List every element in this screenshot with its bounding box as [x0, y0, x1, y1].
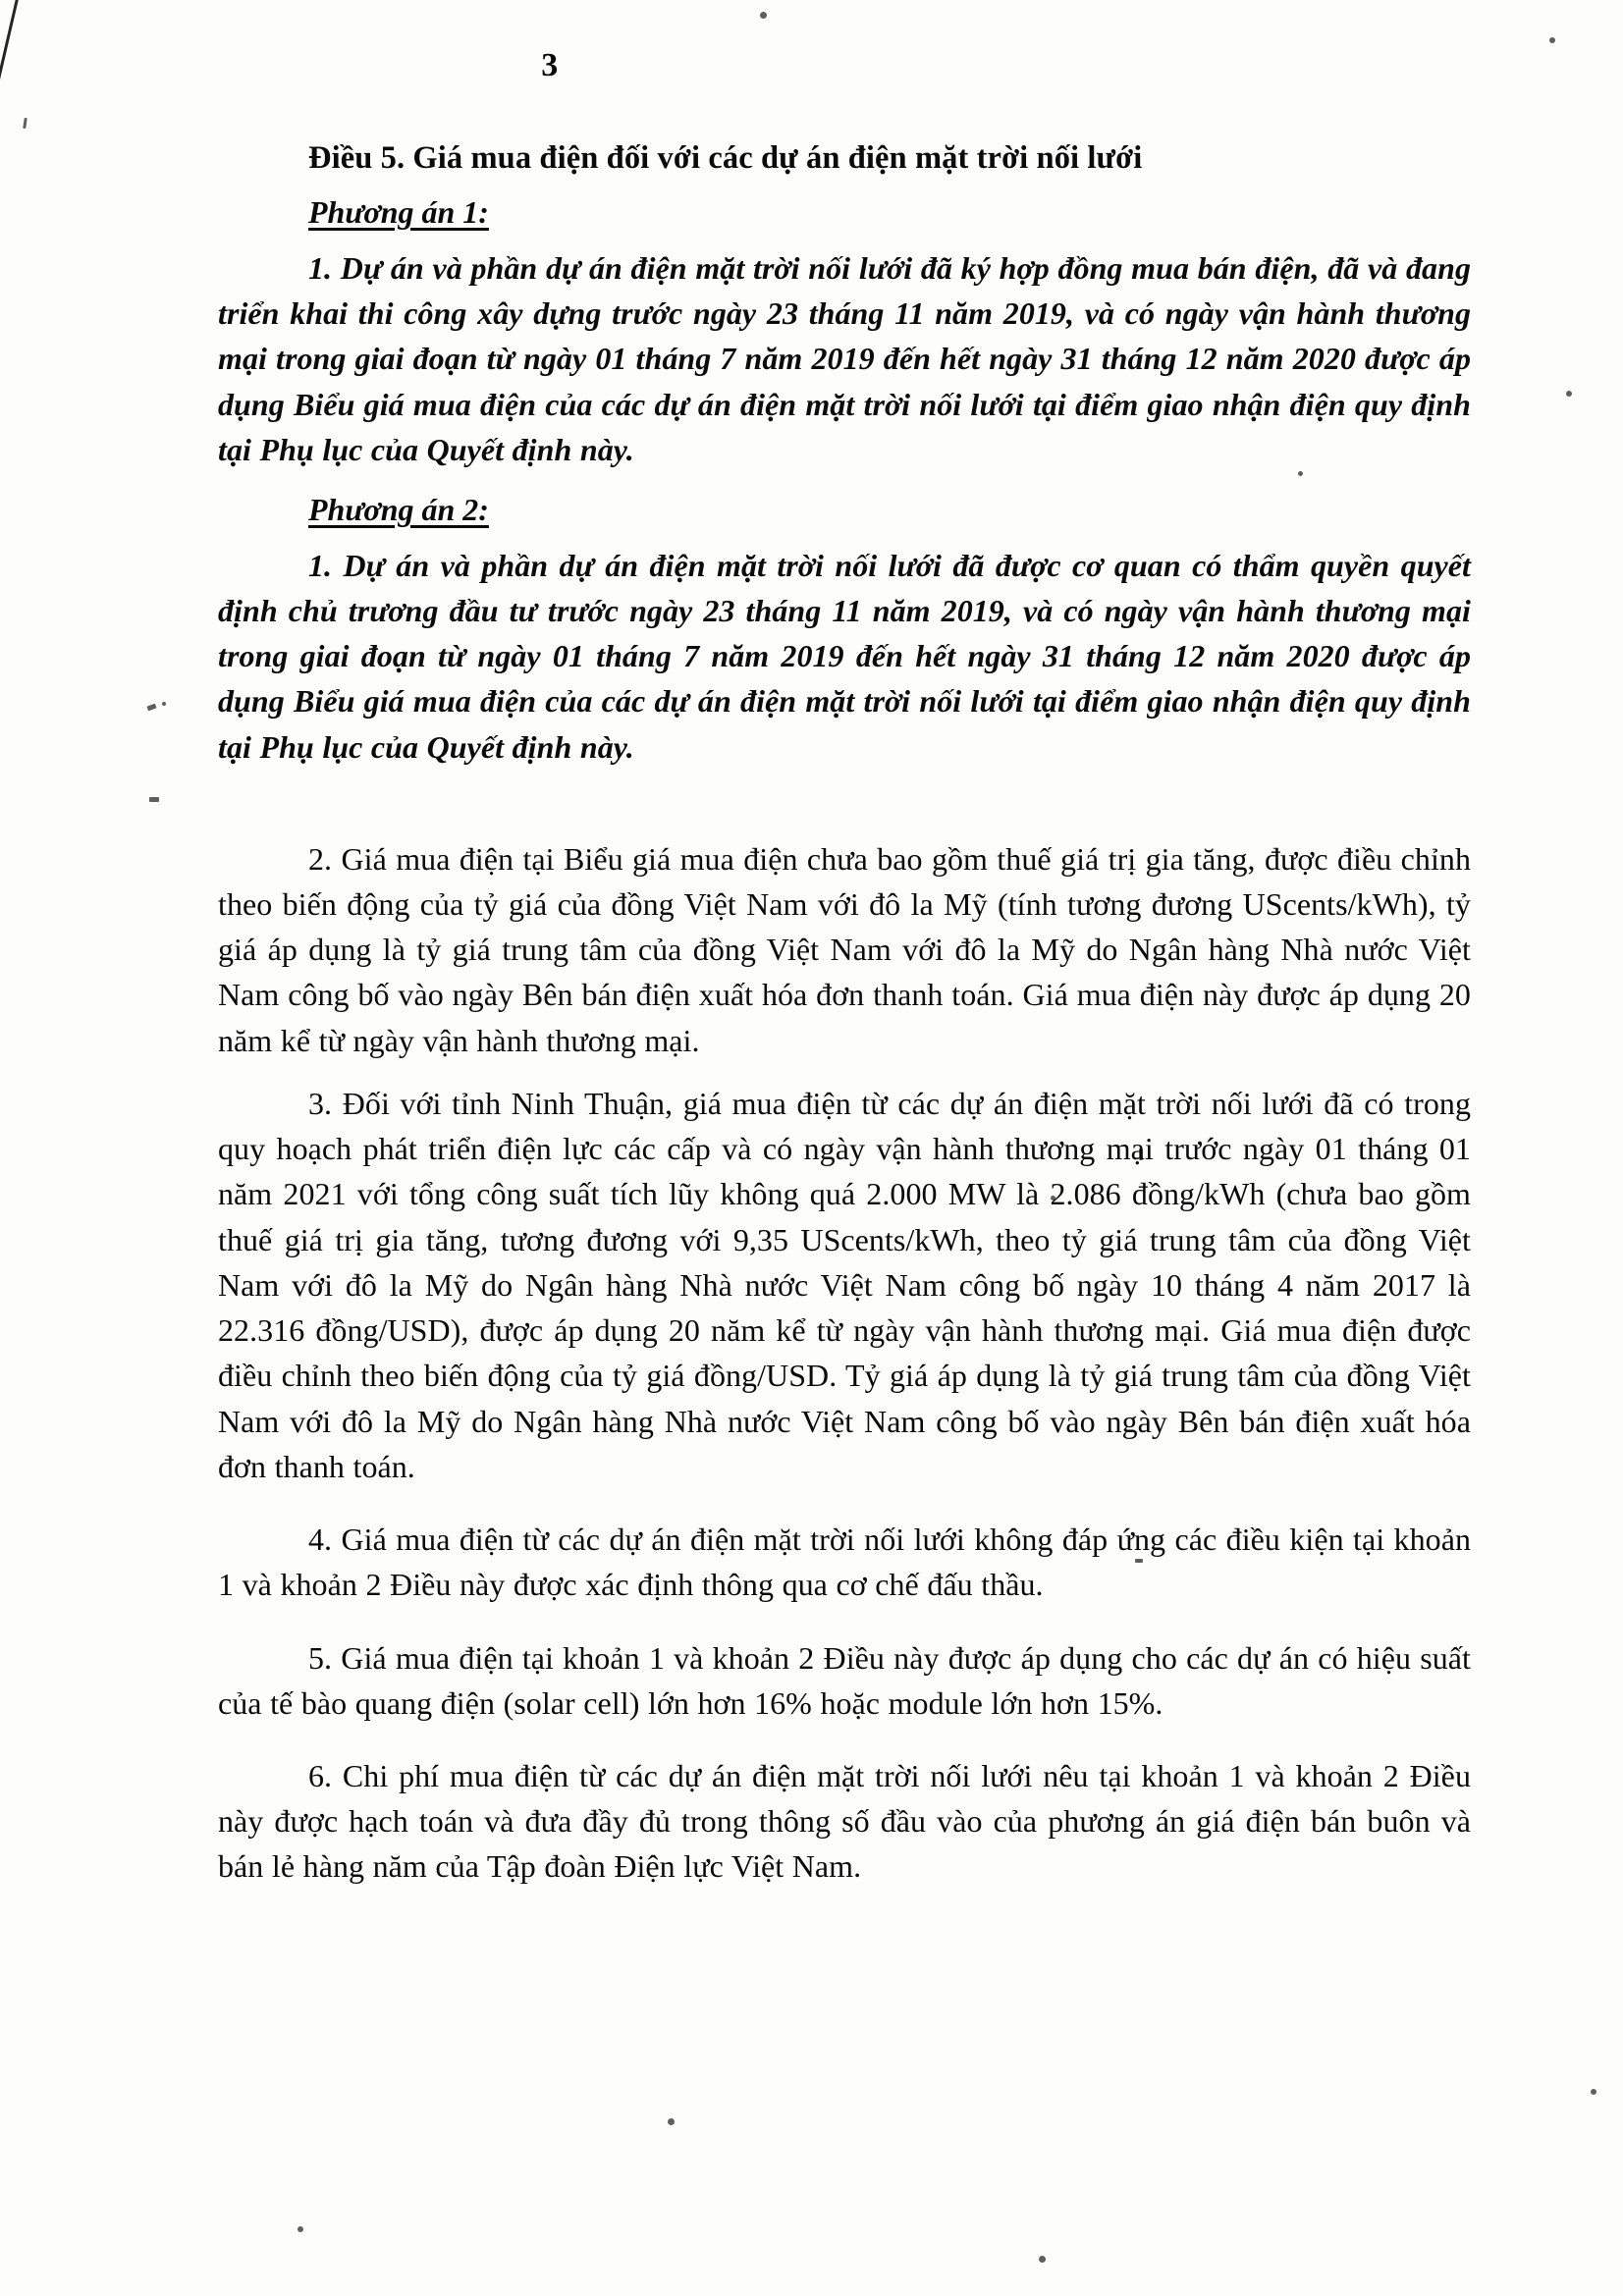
- clause-2-paragraph: 2. Giá mua điện tại Biểu giá mua điện chưa bao gồm thuế giá trị gia tăng, được điều chỉnh theo biến động của tỷ giá của đồng Việt Nam với đô la Mỹ (tính tương đương UScents/kWh), tỷ giá áp dụng là tỷ giá trung tâm của đồng Việt Nam với đô la Mỹ do Ngân hàng Nhà nước Việt Nam công bố vào ngày Bên bán điện xuất hóa đơn thanh toán. Giá mua điện này được áp dụng 20 năm kể từ ngày vận hành thương mại.: [218, 840, 1471, 1058]
- document-body: [218, 137, 1471, 1892]
- scan-speck: [146, 704, 156, 712]
- scan-speck: [1566, 391, 1572, 397]
- scan-speck: [298, 2226, 303, 2232]
- spacer: [218, 772, 1471, 836]
- option-1-paragraph: 1. Dự án và phần dự án điện mặt trời nối lưới đã ký hợp đồng mua bán điện, đã và đang triển khai thi công xây dựng trước ngày 23 tháng 11 năm 2019, và có ngày vận hành thương mại trong giai đoạn từ ngày 01 tháng 7 năm 2019 đến hết ngày 31 tháng 12 năm 2020 được áp dụng Biểu giá mua điện của các dự án điện mặt trời nối lưới tại điểm giao nhận điện quy định tại Phụ lục của Quyết định này.: [218, 249, 1471, 467]
- spacer: [218, 1065, 1471, 1081]
- clause-3-paragraph: 3. Đối với tỉnh Ninh Thuận, giá mua điện từ các dự án điện mặt trời nối lưới đã có trong quy hoạch phát triển điện lực các cấp và có ngày vận hành thương mại trước ngày 01 tháng 01 năm 2021 với tổng công suất tích lũy không quá 2.000 MW là 2.086 đồng/kWh (chưa bao gồm thuế giá trị gia tăng, tương đương với 9,35 UScents/kWh, theo tỷ giá trung tâm của đồng Việt Nam với đô la Mỹ do Ngân hàng Nhà nước Việt Nam công bố ngày 10 tháng 4 năm 2017 là 22.316 đồng/USD), được áp dụng 20 năm kể từ ngày vận hành thương mại. Giá mua điện được điều chỉnh theo biến động của tỷ giá đồng/USD. Tỷ giá áp dụng là tỷ giá trung tâm của đồng Việt Nam với đô la Mỹ do Ngân hàng Nhà nước Việt Nam công bố vào ngày Bên bán điện xuất hóa đơn thanh toán.: [218, 1085, 1471, 1484]
- clause-5-paragraph: 5. Giá mua điện tại khoản 1 và khoản 2 Điều này được áp dụng cho các dự án có hiệu suất của tế bào quang điện (solar cell) lớn hơn 16% hoặc module lớn hơn 15%.: [218, 1639, 1471, 1721]
- scan-speck: [1549, 37, 1555, 43]
- scan-speck: [1591, 2089, 1596, 2095]
- article-heading: Điều 5. Giá mua điện đối với các dự án điện mặt trời nối lưới: [308, 140, 1143, 176]
- scan-speck: [149, 797, 159, 802]
- option-2-paragraph: 1. Dự án và phần dự án điện mặt trời nối lưới đã được cơ quan có thẩm quyền quyết định chủ trương đầu tư trước ngày 23 tháng 11 năm 2019, và có ngày vận hành thương mại trong giai đoạn từ ngày 01 tháng 7 năm 2019 đến hết ngày 31 tháng 12 năm 2020 được áp dụng Biểu giá mua điện của các dự án điện mặt trời nối lưới tại điểm giao nhận điện quy định tại Phụ lục của Quyết định này.: [218, 547, 1471, 765]
- option-1-label: [218, 192, 1471, 234]
- spacer: [218, 1610, 1471, 1635]
- spacer: [218, 1728, 1471, 1753]
- clause-4-paragraph: 4. Giá mua điện từ các dự án điện mặt trời nối lưới không đáp ứng các điều kiện tại khoản 1 và khoản 2 Điều này được xác định thông qua cơ chế đấu thầu.: [218, 1522, 1471, 1603]
- scan-speck: [23, 118, 27, 129]
- option-2-label-text: Phương án 2:: [308, 492, 489, 528]
- spacer: [218, 1491, 1471, 1517]
- option-2-label: [218, 490, 1471, 531]
- scan-speck: [668, 2118, 675, 2125]
- spacer: [218, 474, 1471, 490]
- page-number: 3: [541, 47, 559, 83]
- scan-speck: [162, 702, 166, 706]
- option-1-label-text: Phương án 1:: [308, 194, 489, 231]
- scan-speck: [760, 12, 767, 19]
- scan-diagonal-artifact: [0, 0, 21, 306]
- scan-speck: [1039, 2256, 1046, 2263]
- clause-6-paragraph: 6. Chi phí mua điện từ các dự án điện mặt trời nối lưới nêu tại khoản 1 và khoản 2 Điều này được hạch toán và đưa đầy đủ trong thông số đầu vào của phương án giá điện bán buôn và bán lẻ hàng năm của Tập đoàn Điện lực Việt Nam.: [218, 1758, 1471, 1885]
